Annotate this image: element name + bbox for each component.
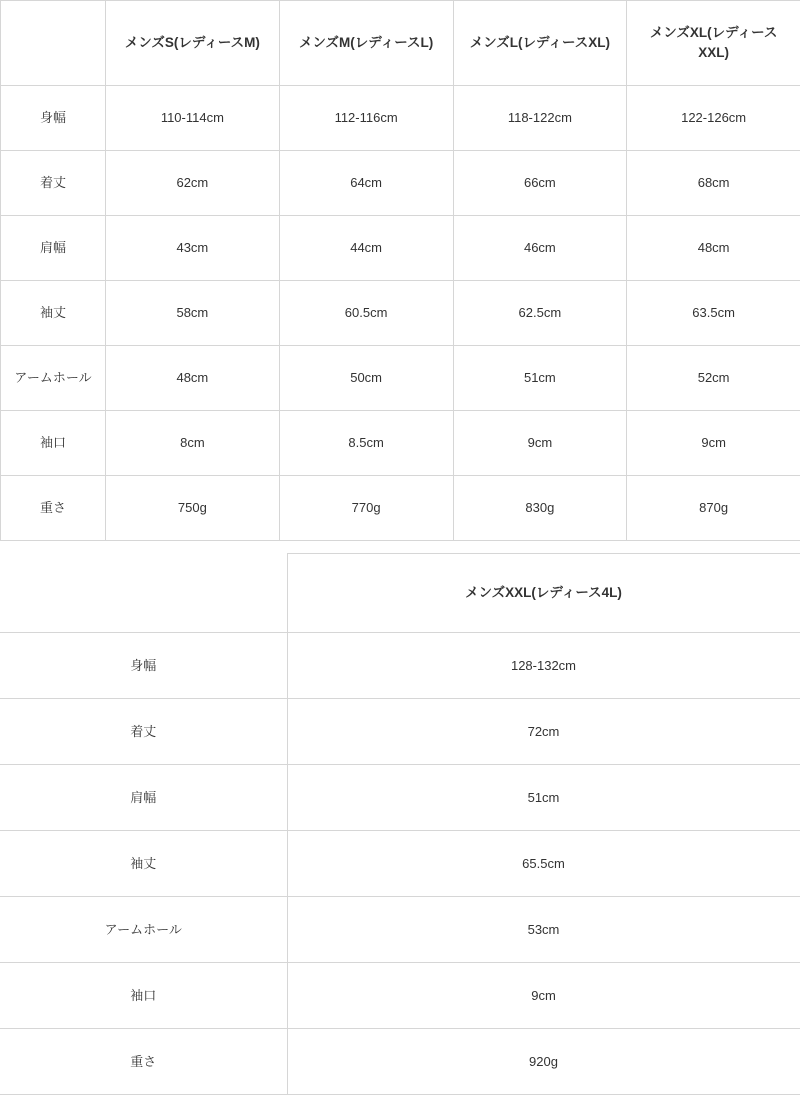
cell-weight-xxl: 920g [287,1029,800,1095]
cell-shoulder-m: 44cm [279,216,453,281]
cell-length-xl: 68cm [627,151,800,216]
row-label-sleeve-length: 袖丈 [0,831,287,897]
table-row [1,476,800,541]
cell-sleeve-m: 60.5cm [279,281,453,346]
table-row [0,897,800,963]
column-header-mens-l: メンズL(レディースXL) [453,1,627,86]
row-label-armhole: アームホール [1,346,106,411]
cell-length-xxl: 72cm [287,699,800,765]
cell-armhole-xxl: 53cm [287,897,800,963]
size-table-secondary [0,553,800,1095]
table-header-row [1,1,800,86]
table-row [1,86,800,151]
row-label-cuff: 袖口 [0,963,287,1029]
row-label-body-width: 身幅 [0,633,287,699]
table-header [1,1,800,86]
table-header [0,554,800,633]
cell-armhole-m: 50cm [279,346,453,411]
cell-shoulder-s: 43cm [106,216,280,281]
row-label-armhole: アームホール [0,897,287,963]
cell-cuff-m: 8.5cm [279,411,453,476]
row-label-cuff: 袖口 [1,411,106,476]
row-label-sleeve-length: 袖丈 [1,281,106,346]
table-row [1,281,800,346]
table-row [0,831,800,897]
column-header-mens-m: メンズM(レディースL) [279,1,453,86]
cell-body-width-m: 112-116cm [279,86,453,151]
cell-cuff-s: 8cm [106,411,280,476]
table-row [0,699,800,765]
table-body [0,633,800,1095]
cell-shoulder-xl: 48cm [627,216,800,281]
cell-length-l: 66cm [453,151,627,216]
row-label-length: 着丈 [1,151,106,216]
table-row [0,1029,800,1095]
cell-body-width-xxl: 128-132cm [287,633,800,699]
size-table-primary [0,0,800,541]
cell-armhole-xl: 52cm [627,346,800,411]
row-label-shoulder-width: 肩幅 [1,216,106,281]
row-label-weight: 重さ [0,1029,287,1095]
table-body [1,86,800,541]
table-row [1,151,800,216]
cell-length-s: 62cm [106,151,280,216]
cell-sleeve-s: 58cm [106,281,280,346]
cell-weight-l: 830g [453,476,627,541]
cell-armhole-l: 51cm [453,346,627,411]
column-header-mens-s: メンズS(レディースM) [106,1,280,86]
cell-sleeve-xxl: 65.5cm [287,831,800,897]
row-label-shoulder-width: 肩幅 [0,765,287,831]
cell-weight-xl: 870g [627,476,800,541]
cell-body-width-s: 110-114cm [106,86,280,151]
cell-weight-s: 750g [106,476,280,541]
table-row [0,963,800,1029]
table-row [1,411,800,476]
cell-body-width-l: 118-122cm [453,86,627,151]
table-corner-cell [1,1,106,86]
cell-shoulder-xxl: 51cm [287,765,800,831]
table-row [0,633,800,699]
table-row [0,765,800,831]
row-label-length: 着丈 [0,699,287,765]
row-label-weight: 重さ [1,476,106,541]
cell-armhole-s: 48cm [106,346,280,411]
table-header-row [0,554,800,633]
cell-weight-m: 770g [279,476,453,541]
cell-sleeve-l: 62.5cm [453,281,627,346]
row-label-body-width: 身幅 [1,86,106,151]
table-gap-divider [0,541,800,553]
cell-cuff-xl: 9cm [627,411,800,476]
table-row [1,216,800,281]
table-corner-cell [0,554,287,633]
cell-cuff-l: 9cm [453,411,627,476]
cell-body-width-xl: 122-126cm [627,86,800,151]
table-row [1,346,800,411]
cell-sleeve-xl: 63.5cm [627,281,800,346]
column-header-mens-xl: メンズXL(レディースXXL) [627,1,800,86]
column-header-mens-xxl: メンズXXL(レディース4L) [287,554,800,633]
cell-shoulder-l: 46cm [453,216,627,281]
cell-length-m: 64cm [279,151,453,216]
cell-cuff-xxl: 9cm [287,963,800,1029]
